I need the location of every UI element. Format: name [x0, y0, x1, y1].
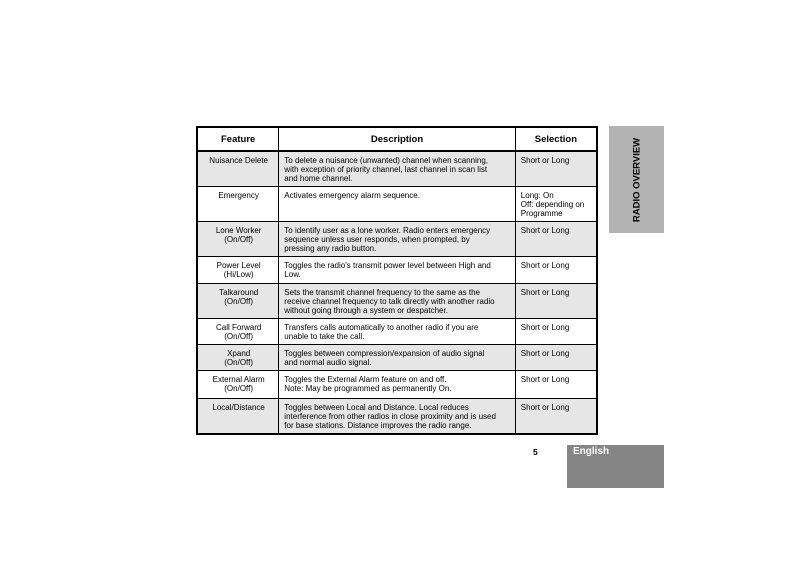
description-cell [279, 222, 516, 257]
selection-cell [515, 222, 597, 257]
table-body [197, 151, 597, 434]
table-row [197, 345, 597, 371]
header-feature: Feature [197, 127, 279, 151]
description-cell [279, 319, 516, 345]
feature-cell [197, 371, 279, 399]
description-cell-line: unable to take the call. [284, 332, 365, 341]
description-cell [279, 371, 516, 399]
selection-cell-line: Short or Long [520, 323, 570, 332]
feature-table [196, 126, 598, 435]
feature-cell-line: Lone Worker [215, 226, 262, 235]
feature-cell-line: (On/Off) [224, 297, 254, 306]
header-selection: Selection [515, 127, 597, 151]
language-tab [567, 445, 664, 488]
table-row [197, 371, 597, 399]
feature-cell-line: Talkaround [219, 288, 259, 297]
table-row [197, 319, 597, 345]
description-cell-line: Toggles the radio's transmit power level between High and [284, 261, 491, 270]
feature-cell [197, 222, 279, 257]
side-tab-label: RADIO OVERVIEW [631, 137, 642, 222]
selection-cell-line: Short or Long [520, 349, 570, 358]
feature-cell-line: External Alarm [212, 375, 265, 384]
selection-cell [515, 257, 597, 284]
selection-cell [515, 371, 597, 399]
selection-cell [515, 187, 597, 222]
description-cell-line: Activates emergency alarm sequence. [284, 191, 420, 200]
feature-cell-line: Local/Distance [212, 403, 265, 412]
table-row [197, 151, 597, 187]
radio-overview-tab [609, 126, 664, 233]
header-description: Description [279, 127, 516, 151]
selection-cell-line: Short or Long [520, 226, 570, 235]
feature-cell-line: (On/Off) [224, 235, 254, 244]
selection-cell-line: Short or Long [520, 156, 570, 165]
feature-cell [197, 151, 279, 187]
feature-cell-line: Call Forward [215, 323, 262, 332]
description-cell-line: and home channel. [284, 174, 353, 183]
selection-cell-line: Short or Long [520, 375, 570, 384]
description-cell-line: receive channel frequency to talk directly with another radio [284, 297, 495, 306]
feature-cell-line: Nuisance Delete [209, 156, 268, 165]
table-row [197, 284, 597, 319]
description-cell [279, 187, 516, 222]
description-cell-line: Sets the transmit channel frequency to the same as the [284, 288, 480, 297]
selection-cell-line: Short or Long [520, 288, 570, 297]
feature-cell-line: Power Level [216, 261, 261, 270]
feature-cell [197, 257, 279, 284]
description-cell-line: pressing any radio button. [284, 244, 377, 253]
description-cell-line: Low. [284, 270, 301, 279]
feature-cell-line: (Hi/Low) [223, 270, 254, 279]
description-cell [279, 345, 516, 371]
feature-cell-line: Xpand [227, 349, 251, 358]
description-cell [279, 257, 516, 284]
description-cell-line: and normal audio signal. [284, 358, 372, 367]
selection-cell-line: Off: depending on [520, 200, 585, 209]
description-cell-line: with exception of priority channel, last channel in scan list [284, 165, 488, 174]
feature-cell [197, 187, 279, 222]
selection-cell-line: Short or Long [520, 261, 570, 270]
table-row [197, 187, 597, 222]
description-cell-line: interference from other radios in close proximity and is used [284, 412, 496, 421]
page-number: 5 [533, 447, 538, 457]
feature-cell-line: (On/Off) [224, 332, 254, 341]
description-cell [279, 151, 516, 187]
selection-cell [515, 345, 597, 371]
description-cell-line: Transfers calls automatically to another radio if you are [284, 323, 479, 332]
table-header-row [197, 127, 597, 151]
feature-cell [197, 284, 279, 319]
selection-cell [515, 151, 597, 187]
selection-cell-line: Short or Long [520, 403, 570, 412]
table-row [197, 399, 597, 435]
feature-cell-line: Emergency [218, 191, 259, 200]
description-cell [279, 284, 516, 319]
feature-cell [197, 345, 279, 371]
selection-cell-line: Long: On [520, 191, 554, 200]
description-cell-line: sequence unless user responds, when prompted, by [284, 235, 470, 244]
feature-cell [197, 399, 279, 435]
selection-cell [515, 399, 597, 435]
table-row [197, 257, 597, 284]
description-cell-line: without going through a system or despatcher. [284, 306, 448, 315]
description-cell-line: for base stations. Distance improves the radio range. [284, 421, 472, 430]
description-cell-line: Toggles the External Alarm feature on and off. [284, 375, 447, 384]
description-cell-line: To delete a nuisance (unwanted) channel when scanning, [284, 156, 488, 165]
description-cell-line: Note: May be programmed as permanently On. [284, 384, 452, 393]
selection-cell-line: Programme [520, 209, 563, 218]
table-row [197, 222, 597, 257]
description-cell-line: To identify user as a lone worker. Radio enters emergency [284, 226, 491, 235]
language-label: English [573, 446, 610, 457]
feature-cell [197, 319, 279, 345]
description-cell-line: Toggles between Local and Distance. Local reduces [284, 403, 469, 412]
description-cell-line: Toggles between compression/expansion of audio signal [284, 349, 485, 358]
selection-cell [515, 284, 597, 319]
feature-cell-line: (On/Off) [224, 384, 254, 393]
description-cell [279, 399, 516, 435]
feature-cell-line: (On/Off) [224, 358, 254, 367]
selection-cell [515, 319, 597, 345]
